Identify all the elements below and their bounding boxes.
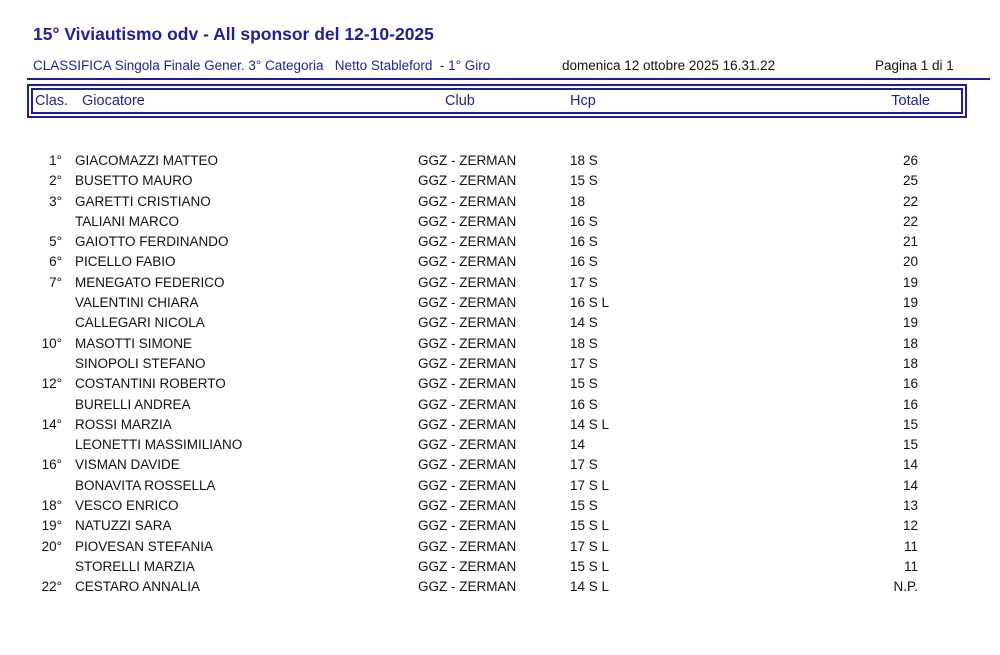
cell-totale: 12 (902, 518, 918, 534)
cell-club: GGZ - ZERMAN (418, 437, 517, 453)
cell-totale: 19 (902, 295, 918, 311)
cell-hcp: 16 S (570, 396, 598, 412)
column-header-clas: Clas. (35, 93, 69, 109)
table-row (27, 232, 918, 252)
table-row (27, 334, 918, 354)
cell-giocatore: BONAVITA ROSSELLA (75, 477, 216, 493)
table-row (27, 395, 918, 415)
header-divider-rule (27, 78, 990, 80)
cell-giocatore: MENEGATO FEDERICO (75, 274, 225, 290)
cell-giocatore: BUSETTO MAURO (75, 173, 193, 189)
cell-totale: 11 (903, 558, 918, 574)
table-row (27, 293, 918, 313)
cell-giocatore: ROSSI MARZIA (75, 416, 172, 432)
table-row (27, 516, 918, 536)
cell-totale: 11 (903, 538, 918, 554)
cell-hcp: 17 S (570, 274, 598, 290)
cell-clas: 5° (49, 234, 62, 250)
cell-totale: 21 (902, 234, 918, 250)
cell-clas: 7° (49, 274, 62, 290)
cell-clas: 10° (41, 335, 62, 351)
cell-club: GGZ - ZERMAN (418, 416, 517, 432)
cell-totale: 22 (902, 193, 918, 209)
cell-giocatore: TALIANI MARCO (75, 213, 180, 229)
cell-club: GGZ - ZERMAN (418, 518, 517, 534)
cell-clas (27, 293, 62, 313)
cell-totale: N.P. (893, 579, 918, 595)
cell-giocatore: PICELLO FABIO (75, 254, 176, 270)
cell-club: GGZ - ZERMAN (418, 498, 517, 514)
cell-giocatore: SINOPOLI STEFANO (75, 355, 206, 371)
cell-totale: 22 (902, 213, 918, 229)
cell-clas: 20° (41, 538, 62, 554)
cell-club: GGZ - ZERMAN (418, 295, 517, 311)
cell-hcp: 14 S L (570, 416, 610, 432)
cell-clas: 19° (41, 518, 62, 534)
cell-hcp: 17 S L (570, 477, 610, 493)
table-row (27, 151, 918, 171)
table-row (27, 171, 918, 191)
cell-giocatore: BURELLI ANDREA (75, 396, 191, 412)
cell-club: GGZ - ZERMAN (418, 558, 517, 574)
cell-clas (27, 313, 62, 333)
cell-hcp: 18 S (570, 335, 598, 351)
table-row (27, 496, 918, 516)
cell-hcp: 14 S (570, 315, 598, 331)
table-row (27, 252, 918, 272)
cell-totale: 13 (902, 498, 918, 514)
page-title: 15° Viviautismo odv - All sponsor del 12-10-2025 (33, 24, 434, 44)
cell-club: GGZ - ZERMAN (418, 153, 517, 168)
table-header-box (27, 84, 967, 118)
cell-hcp: 14 (570, 437, 586, 453)
cell-hcp: 14 S L (570, 579, 610, 595)
table-row (27, 557, 918, 577)
cell-club: GGZ - ZERMAN (418, 234, 517, 250)
cell-clas (27, 212, 62, 232)
cell-giocatore: MASOTTI SIMONE (75, 335, 193, 351)
cell-clas: 1° (49, 153, 62, 168)
cell-clas (27, 354, 62, 374)
table-row (27, 435, 918, 455)
cell-totale: 26 (902, 153, 918, 168)
cell-hcp: 15 S L (570, 518, 610, 534)
cell-clas: 22° (41, 579, 62, 595)
table-row (27, 476, 918, 496)
table-row (27, 415, 918, 435)
cell-giocatore: COSTANTINI ROBERTO (75, 376, 226, 392)
cell-totale: 16 (902, 396, 918, 412)
cell-totale: 16 (902, 376, 918, 392)
cell-totale: 14 (902, 477, 918, 493)
page-number: Pagina 1 di 1 (875, 58, 954, 73)
cell-club: GGZ - ZERMAN (418, 396, 517, 412)
table-row (27, 313, 918, 333)
cell-club: GGZ - ZERMAN (418, 213, 517, 229)
cell-hcp: 17 S (570, 355, 598, 371)
cell-clas: 18° (41, 498, 62, 514)
cell-clas (27, 395, 62, 415)
table-row (27, 273, 918, 293)
cell-totale: 15 (902, 437, 918, 453)
table-row (27, 537, 918, 557)
cell-club: GGZ - ZERMAN (418, 254, 517, 270)
cell-hcp: 15 S (570, 173, 598, 189)
cell-giocatore: VALENTINI CHIARA (75, 295, 199, 311)
table-row (27, 354, 918, 374)
cell-giocatore: GIACOMAZZI MATTEO (75, 153, 218, 168)
cell-hcp: 17 S (570, 457, 598, 473)
cell-club: GGZ - ZERMAN (418, 376, 517, 392)
cell-giocatore: STORELLI MARZIA (75, 558, 195, 574)
cell-club: GGZ - ZERMAN (418, 355, 517, 371)
table-row (27, 192, 918, 212)
cell-totale: 19 (902, 274, 918, 290)
cell-hcp: 16 S (570, 234, 598, 250)
column-header-club: Club (445, 93, 475, 109)
results-table-body (0, 151, 1000, 598)
cell-clas: 2° (49, 173, 62, 189)
cell-clas: 3° (49, 193, 62, 209)
cell-hcp: 18 (570, 193, 586, 209)
table-row (27, 455, 918, 475)
cell-clas: 6° (49, 254, 62, 270)
cell-clas: 16° (41, 457, 62, 473)
cell-hcp: 15 S L (570, 558, 610, 574)
cell-club: GGZ - ZERMAN (418, 457, 517, 473)
cell-totale: 14 (902, 457, 918, 473)
cell-hcp: 15 S (570, 376, 598, 392)
cell-giocatore: CESTARO ANNALIA (75, 579, 201, 595)
cell-club: GGZ - ZERMAN (418, 193, 517, 209)
cell-clas (27, 435, 62, 455)
column-header-hcp: Hcp (570, 93, 596, 109)
cell-totale: 19 (902, 315, 918, 331)
cell-clas: 14° (41, 416, 62, 432)
column-header-totale: Totale (891, 93, 930, 109)
cell-giocatore: VISMAN DAVIDE (75, 457, 180, 473)
cell-hcp: 16 S (570, 254, 598, 270)
cell-totale: 20 (902, 254, 918, 270)
table-row (27, 212, 918, 232)
cell-giocatore: GARETTI CRISTIANO (75, 193, 211, 209)
cell-club: GGZ - ZERMAN (418, 315, 517, 331)
report-datetime: domenica 12 ottobre 2025 16.31.22 (562, 58, 776, 73)
cell-club: GGZ - ZERMAN (418, 477, 517, 493)
cell-hcp: 17 S L (570, 538, 610, 554)
cell-hcp: 18 S (570, 153, 598, 168)
cell-hcp: 16 S L (570, 295, 610, 311)
cell-giocatore: LEONETTI MASSIMILIANO (75, 437, 243, 453)
cell-club: GGZ - ZERMAN (418, 274, 517, 290)
table-row (27, 374, 918, 394)
cell-club: GGZ - ZERMAN (418, 579, 517, 595)
cell-giocatore: CALLEGARI NICOLA (75, 315, 205, 331)
cell-hcp: 15 S (570, 498, 598, 514)
cell-totale: 25 (902, 173, 918, 189)
cell-clas (27, 476, 62, 496)
cell-clas (27, 557, 62, 577)
cell-totale: 15 (902, 416, 918, 432)
cell-totale: 18 (902, 335, 918, 351)
table-row (27, 577, 918, 597)
cell-giocatore: NATUZZI SARA (75, 518, 172, 534)
cell-totale: 18 (902, 355, 918, 371)
cell-club: GGZ - ZERMAN (418, 173, 517, 189)
cell-club: GGZ - ZERMAN (418, 538, 517, 554)
column-header-giocatore: Giocatore (82, 93, 145, 109)
classification-subtitle: CLASSIFICA Singola Finale Gener. 3° Categoria Netto Stableford - 1° Giro (33, 58, 491, 73)
cell-giocatore: PIOVESAN STEFANIA (75, 538, 214, 554)
cell-club: GGZ - ZERMAN (418, 335, 517, 351)
cell-giocatore: GAIOTTO FERDINANDO (75, 234, 229, 250)
cell-clas: 12° (41, 376, 62, 392)
cell-giocatore: VESCO ENRICO (75, 498, 179, 514)
cell-hcp: 16 S (570, 213, 598, 229)
